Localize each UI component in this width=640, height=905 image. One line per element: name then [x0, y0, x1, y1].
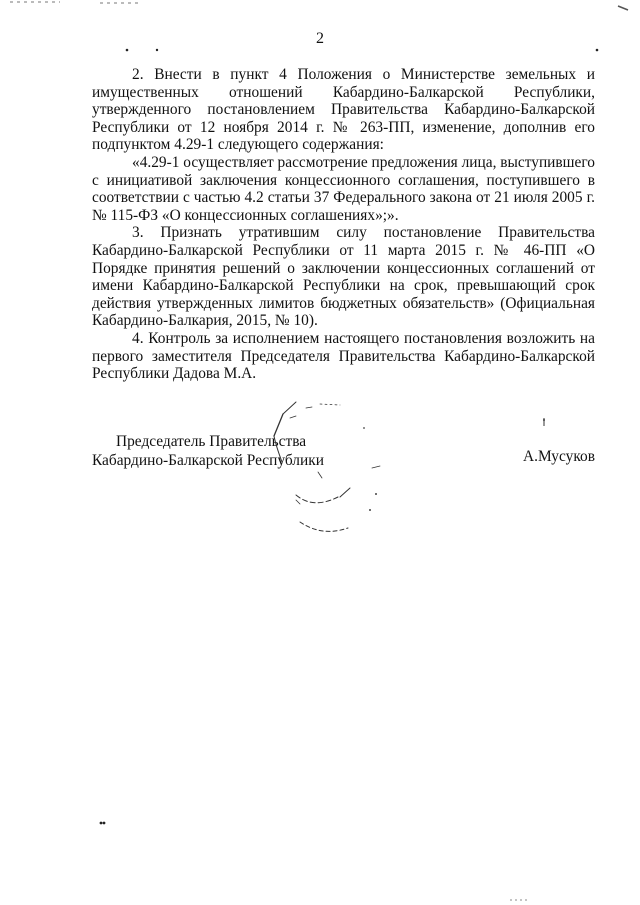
scan-dot [126, 49, 129, 52]
document-body [92, 66, 595, 383]
signer-title-line2: Кабардино-Балкарской Республики [92, 452, 324, 469]
scan-dot [363, 427, 365, 429]
scan-mark-top-left [10, 2, 140, 3]
paragraph-item-3: 3. Признать утратившим силу постановление Правительства Кабардино-Балкарской Республики от 11 марта 2015 г. № 46-ПП «О Порядке принятия решений о заключении концессионных соглашений от имени Кабардино-Балкарской Республики на срок, превышающий срок действия утвержденных лимитов бюджетных обязательств» (Официальная Кабардино-Балкария, 2015, № 10). [92, 224, 595, 330]
paragraph-item-4: 4. Контроль за исполнением настоящего постановления возложить на первого заместителя Председателя Правительства Кабардино-Балкарской Республики Дадова М.А. [92, 329, 595, 383]
scan-dot [375, 493, 377, 495]
page-number: 2 [316, 30, 324, 47]
signer-name: А.Мусуков [523, 448, 595, 465]
scan-dot [543, 419, 545, 421]
scan-dot [369, 509, 371, 511]
paragraph-quote-4-29-1: «4.29-1 осуществляет рассмотрение предложения лица, выступившего с инициативой заключения концессионного соглашения, поступившего в соответствии с частью 4.2 статьи 37 Федерального закона от 21 июля 2005 г. № 115-ФЗ «О концессионных соглашениях»;». [92, 153, 595, 224]
signer-title-line1: Председатель Правительства [116, 433, 307, 450]
signer-title [92, 432, 324, 470]
scan-dot [156, 49, 158, 51]
scan-dot [100, 822, 103, 825]
scan-dot [596, 49, 599, 52]
paragraph-item-2: 2. Внести в пункт 4 Положения о Министерстве земельных и имущественных отношений Кабардино-Балкарской Республики, утвержденного постановлением Правительства Кабардино-Балкарской Республики от 12 ноября 2014 г. № 263-ПП, изменение, дополнив его подпунктом 4.29-1 следующего содержания: [92, 66, 595, 154]
scan-dot [103, 822, 106, 825]
scan-mark-top-right [618, 6, 628, 10]
